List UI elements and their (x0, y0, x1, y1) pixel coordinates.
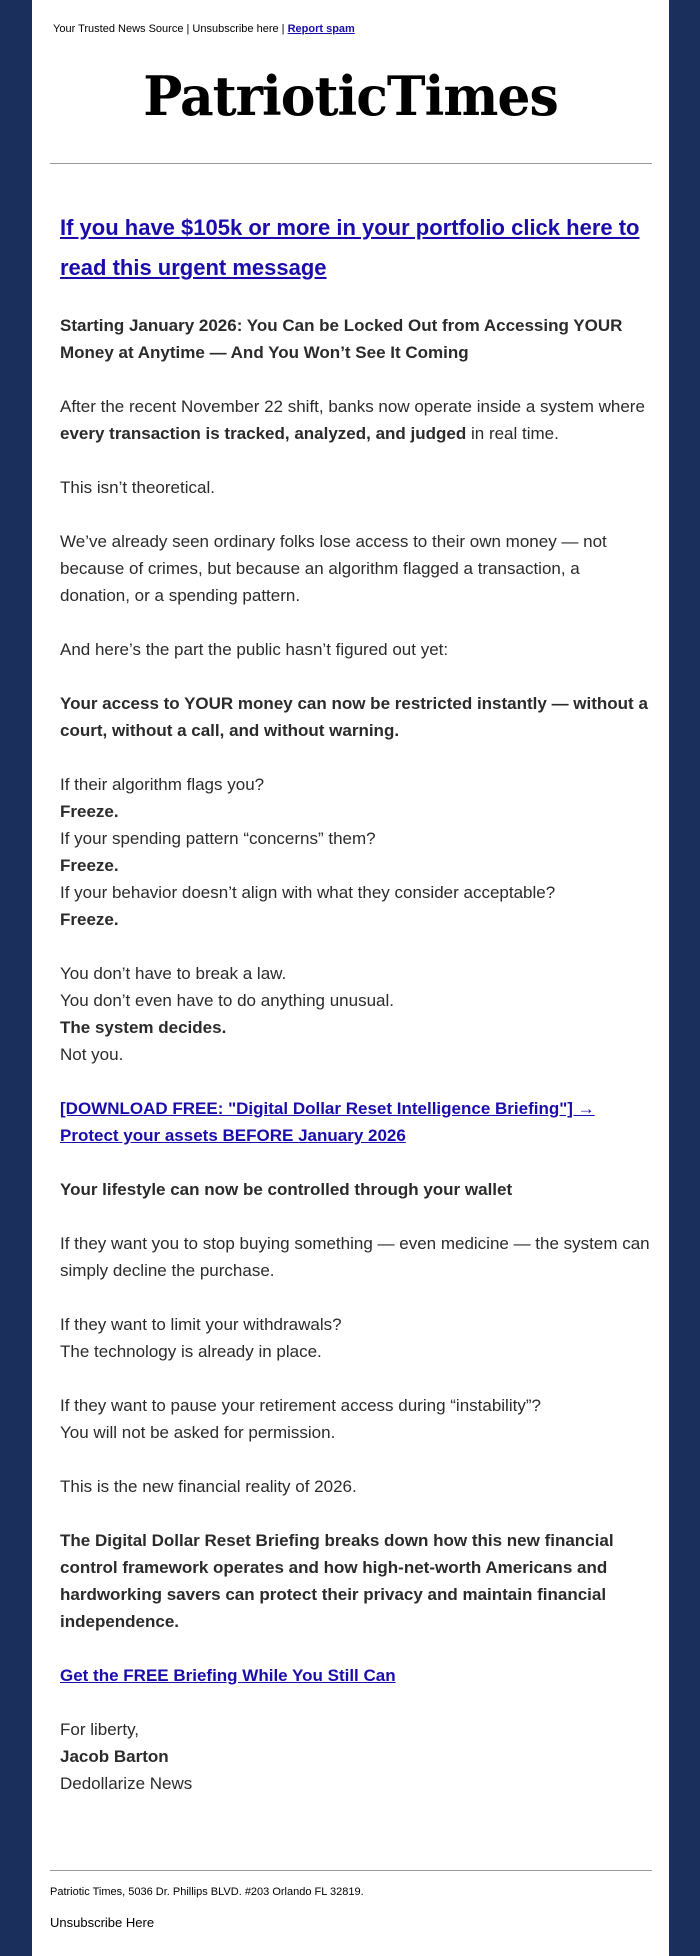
paragraph-briefing: The Digital Dollar Reset Briefing breaks down how this new financial control framework operates and how high-net-worth Americans and hardworking savers can protect their privacy and maintain financial independence. (60, 1531, 614, 1631)
paragraph-tracked (60, 393, 650, 447)
top-bar (53, 23, 355, 35)
lifestyle-heading: Your lifestyle can now be controlled through your wallet (60, 1180, 513, 1199)
paragraph-reality: This is the new financial reality of 2026. (60, 1477, 357, 1496)
withdrawals-line: If they want to limit your withdrawals? (60, 1315, 342, 1334)
decides-line: You don’t have to break a law. (60, 964, 287, 983)
signoff-name: Jacob Barton (60, 1747, 169, 1766)
paragraph-theoretical: This isn’t theoretical. (60, 478, 215, 497)
headline-link[interactable]: If you have $105k or more in your portfolio click here to read this urgent message (60, 215, 640, 280)
paragraph-text: After the recent November 22 shift, banks now operate inside a system where (60, 397, 645, 416)
signoff-closing: For liberty, (60, 1720, 140, 1739)
download-paragraph (60, 1095, 650, 1149)
freeze-word: Freeze. (60, 910, 119, 929)
decides-block (60, 960, 650, 1068)
footer-address: Patriotic Times, 5036 Dr. Phillips BLVD. #203 Orlando FL 32819. (50, 1886, 364, 1898)
paragraph-text: in real time. (466, 424, 559, 443)
top-bar-text: Your Trusted News Source | Unsubscribe here | (53, 23, 288, 35)
decides-line: You don’t even have to do anything unusual. (60, 991, 394, 1010)
paragraph-withdrawals (60, 1311, 650, 1365)
freeze-word: Freeze. (60, 802, 119, 821)
retirement-line: You will not be asked for permission. (60, 1423, 336, 1442)
report-spam-link[interactable]: Report spam (287, 23, 355, 35)
retirement-line: If they want to pause your retirement access during “instability”? (60, 1396, 541, 1415)
cta-paragraph (60, 1662, 650, 1689)
signoff (60, 1716, 650, 1797)
masthead-logo (32, 66, 669, 127)
withdrawals-line: The technology is already in place. (60, 1342, 322, 1361)
email-body (32, 0, 669, 1956)
logo-text: PatrioticTimes (143, 64, 558, 129)
unsubscribe-link[interactable]: Unsubscribe Here (50, 1915, 155, 1930)
paragraph-ordinary-folks: We’ve already seen ordinary folks lose access to their own money — not because of crimes, but because an algorithm flagged a transaction, a donation, or a spending pattern. (60, 532, 607, 605)
paragraph-retirement (60, 1392, 650, 1446)
paragraph-public: And here’s the part the public hasn’t figured out yet: (60, 640, 449, 659)
freeze-block (60, 771, 650, 933)
message-content (60, 208, 650, 1824)
freeze-question: If their algorithm flags you? (60, 775, 265, 794)
freeze-question: If your behavior doesn’t align with what they consider acceptable? (60, 883, 556, 902)
cta-link[interactable]: Get the FREE Briefing While You Still Can (60, 1666, 396, 1685)
signoff-org: Dedollarize News (60, 1774, 193, 1793)
decides-line-bold: The system decides. (60, 1018, 227, 1037)
download-link[interactable]: [DOWNLOAD FREE: "Digital Dollar Reset Intelligence Briefing"] → Protect your assets BEFORE January 2026 (60, 1099, 595, 1145)
freeze-word: Freeze. (60, 856, 119, 875)
paragraph-restricted: Your access to YOUR money can now be restricted instantly — without a court, without a call, and without warning. (60, 694, 648, 740)
freeze-question: If your spending pattern “concerns” them? (60, 829, 376, 848)
bottom-divider (50, 1870, 652, 1871)
top-divider (50, 163, 652, 164)
paragraph-medicine: If they want you to stop buying something — even medicine — the system can simply decline the purchase. (60, 1234, 650, 1280)
paragraph-bold: every transaction is tracked, analyzed, and judged (60, 424, 467, 443)
subhead: Starting January 2026: You Can be Locked Out from Accessing YOUR Money at Anytime — And You Won’t See It Coming (60, 316, 623, 362)
decides-line: Not you. (60, 1045, 124, 1064)
